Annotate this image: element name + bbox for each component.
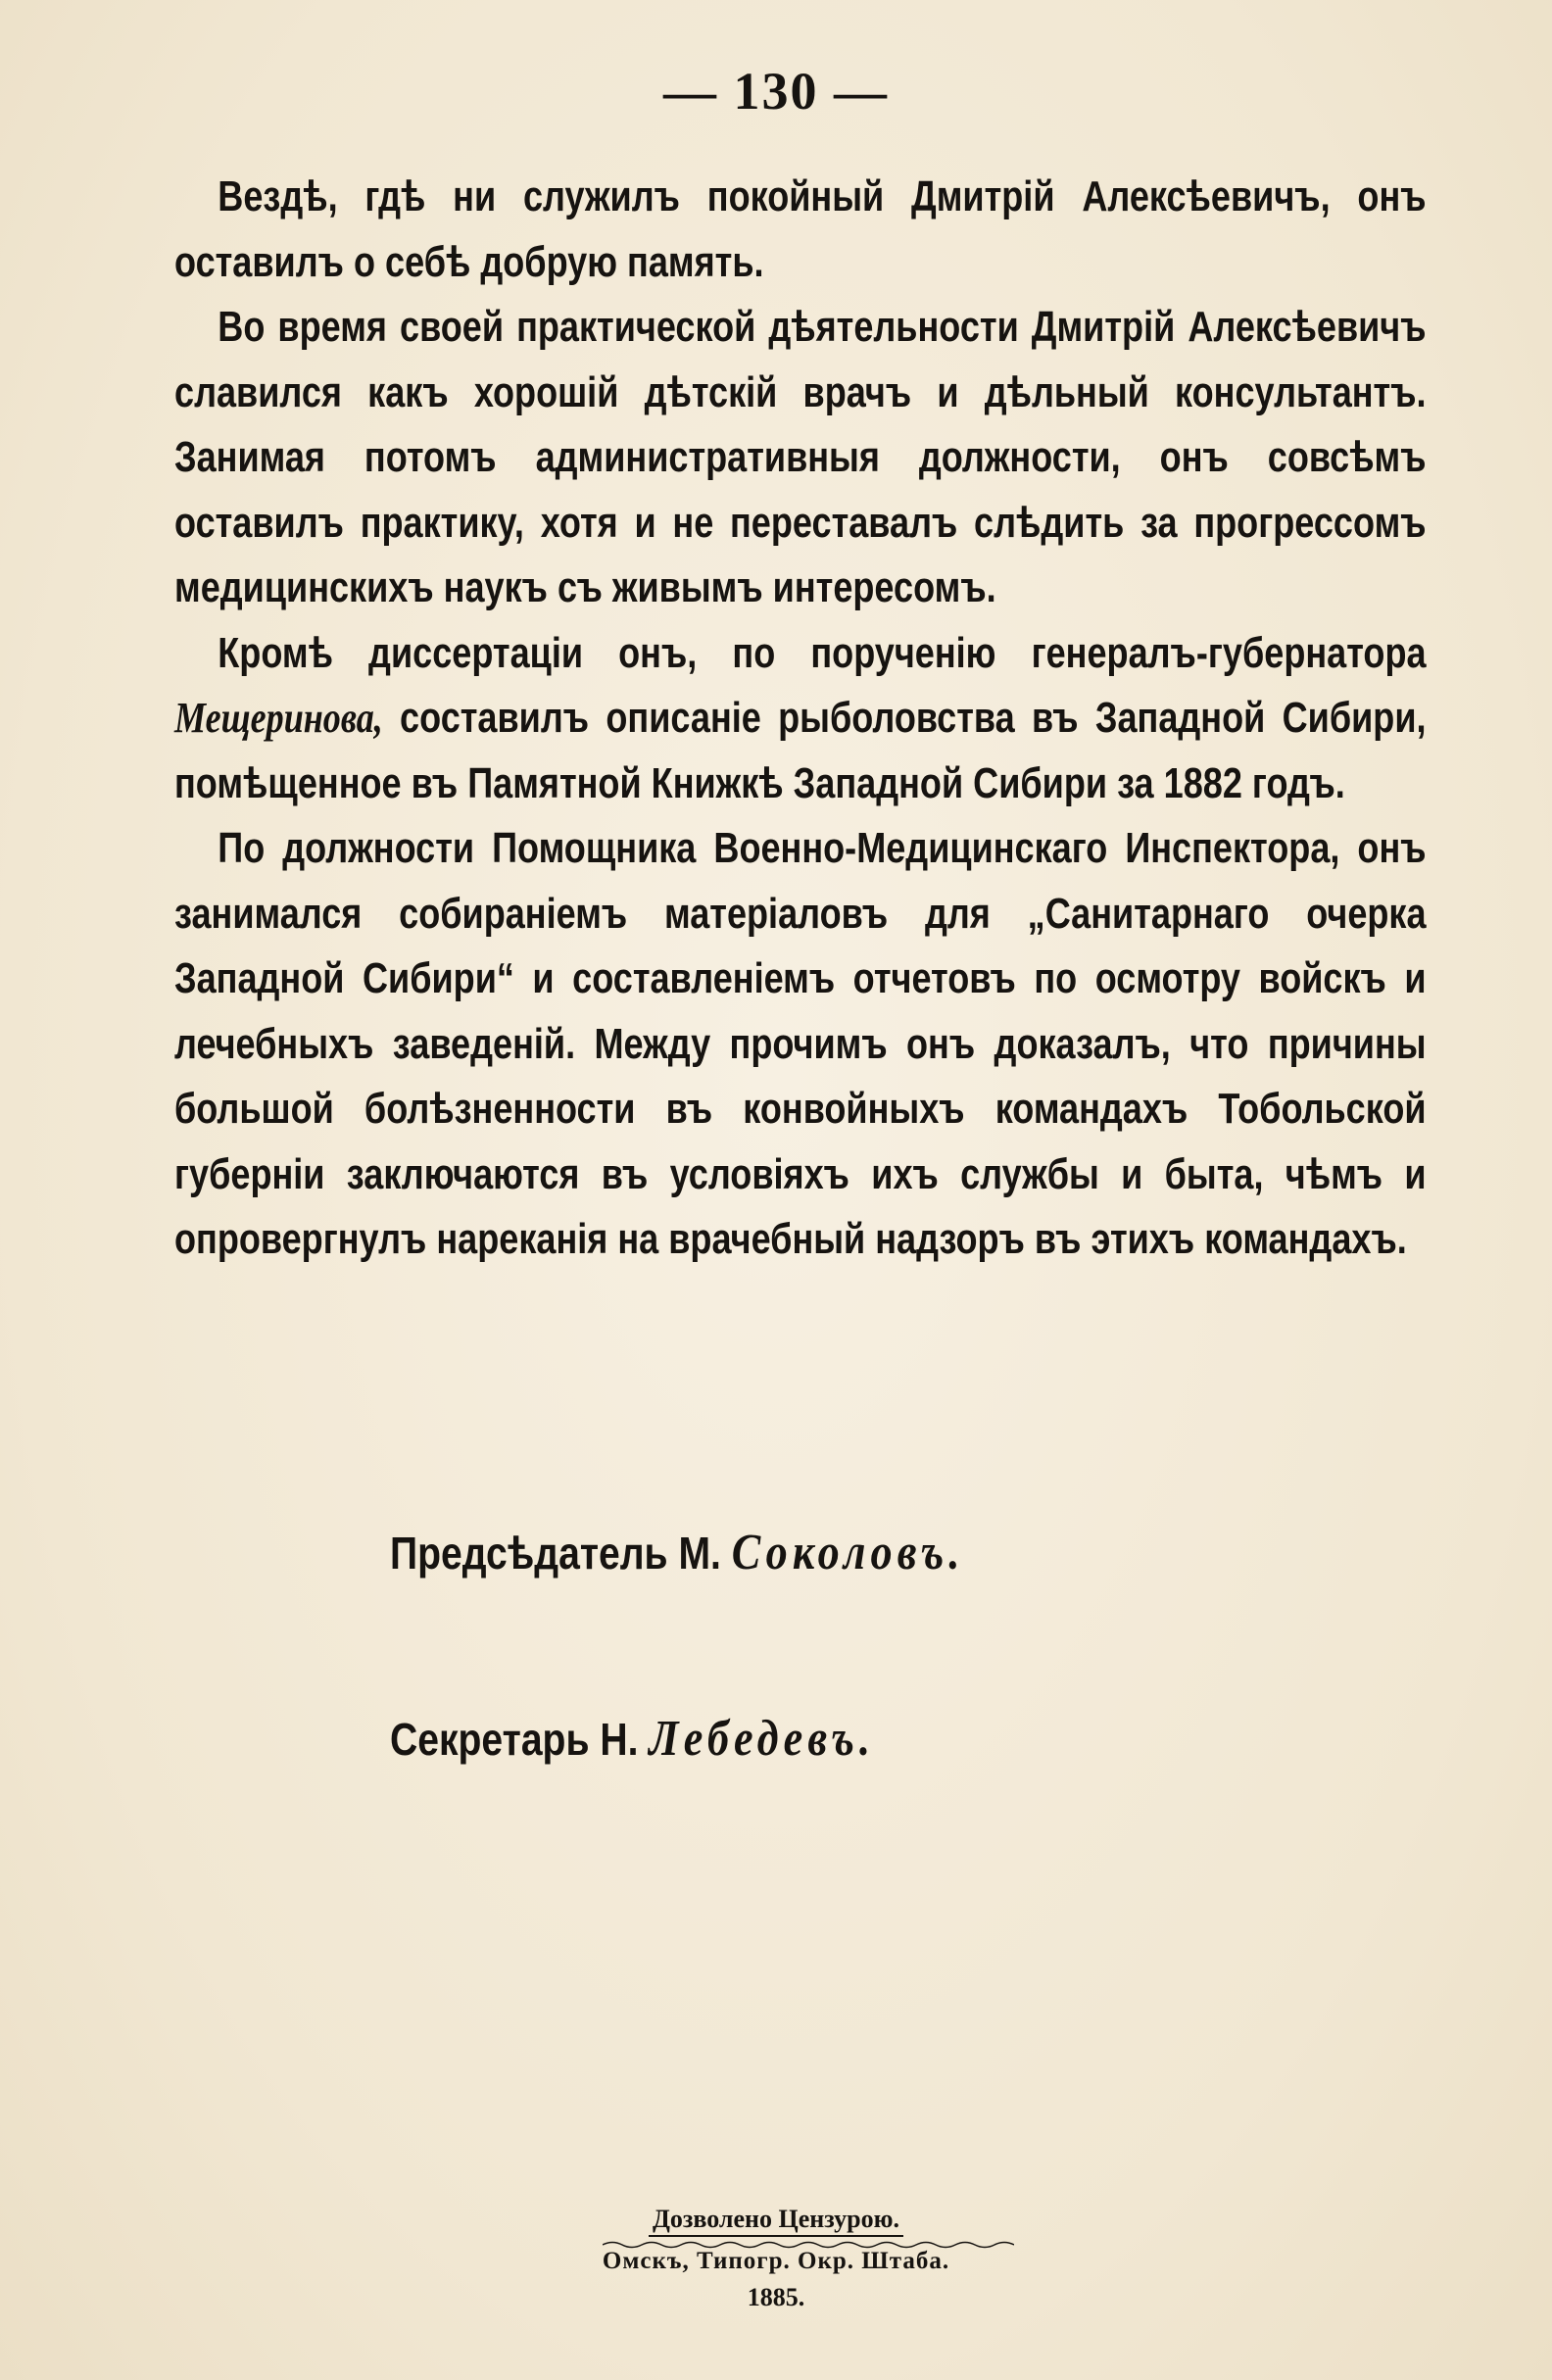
paragraph-dissertation-after: составилъ описаніе рыболовства въ Западной Сибири, помѣщенное въ Памятной Книжкѣ Западной Сибири за 1882 годъ. xyxy=(174,694,1427,807)
chairman-signature xyxy=(390,1524,965,1581)
page-number: — 130 — xyxy=(663,62,889,121)
governor-name: Мещеринова, xyxy=(174,694,383,742)
secretary-signature xyxy=(390,1710,875,1768)
paragraph-dissertation-before: Кромѣ диссертаціи онъ, по порученію генералъ-губернатора xyxy=(218,628,1427,677)
paragraph-dissertation xyxy=(174,621,1427,817)
secretary-name: Лебедевъ. xyxy=(649,1711,876,1767)
censorship-text: Дозволено Цензурою. xyxy=(649,2205,903,2237)
chairman-name: Соколовъ. xyxy=(731,1525,965,1580)
printing-house: Омскъ, Типогр. Окр. Штаба. xyxy=(602,2248,950,2274)
body-text xyxy=(174,165,1427,1273)
censorship-note xyxy=(0,2205,1552,2234)
print-year: 1885. xyxy=(747,2283,805,2311)
secretary-title: Секретарь Н. xyxy=(390,1714,639,1765)
chairman-title: Предсѣдатель М. xyxy=(390,1528,721,1579)
paragraph-memory: Вездѣ, гдѣ ни служилъ покойный Дмитрій Алексѣевичъ, онъ оставилъ о себѣ добрую память. xyxy=(174,172,1427,286)
paragraph-inspector: По должности Помощника Военно-Медицинскаго Инспектора, онъ занимался собираніемъ матеріаловъ для „Санитарнаго очерка Западной Сибири“ и составленіемъ отчетовъ по осмотру войскъ и лечебныхъ заведеній. Между прочимъ онъ доказалъ, что причины большой болѣзненности въ конвойныхъ командахъ Тобольской губерніи заключаются въ условіяхъ ихъ службы и быта, чѣмъ и опровергнулъ нареканія на врачебный надзоръ въ этихъ командахъ. xyxy=(174,824,1427,1263)
paragraph-practice: Во время своей практической дѣятельности Дмитрій Алексѣевичъ славился какъ хорошій дѣтскій врачъ и дѣльный консультантъ. Занимая потомъ административныя должности, онъ совсѣмъ оставилъ практику, хотя и не переставалъ слѣдить за прогрессомъ медицинскихъ наукъ съ живымъ интересомъ. xyxy=(174,303,1427,611)
